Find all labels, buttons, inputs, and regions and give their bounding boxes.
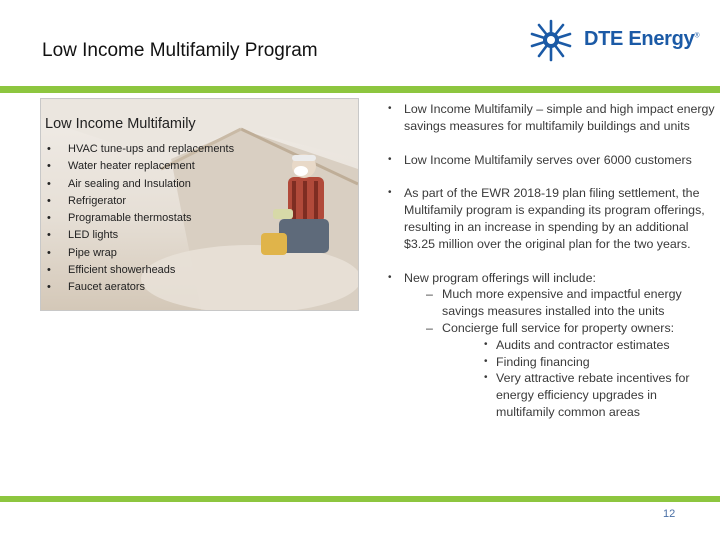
list-item: • Efficient showerheads (47, 262, 234, 279)
list-item: • Very attractive rebate incentives for energy efficiency upgrades in multifamily common areas (442, 370, 716, 420)
bullet-program-summary: • Low Income Multifamily – simple and high impact energy savings measures for multifamily buildings and units (388, 101, 716, 135)
list-item: • Water heater replacement (47, 158, 234, 175)
measures-list (47, 141, 234, 297)
slide-title: Low Income Multifamily Program (42, 40, 318, 61)
bullet-new-offerings (388, 270, 716, 421)
list-item: • Programable thermostats (47, 210, 234, 227)
list-item: • HVAC tune-ups and replacements (47, 141, 234, 158)
panel-heading: Low Income Multifamily (45, 116, 196, 132)
list-item: • Pipe wrap (47, 245, 234, 262)
list-item: • LED lights (47, 227, 234, 244)
concierge-sublist (442, 337, 716, 421)
offerings-sublist (404, 286, 716, 420)
offerings-intro: New program offerings will include: (404, 270, 596, 285)
left-panel (40, 98, 359, 311)
offering-concierge: – Concierge full service for property owners: • Audits and contractor estimates • Finding financing • Very attractive rebate incentives for energy efficiency upgrades in multifamily common areas (404, 320, 716, 421)
list-item: • Finding financing (442, 354, 716, 371)
bullet-ewr-settlement: • As part of the EWR 2018-19 plan filing settlement, the Multifamily program is expanding its program offerings, resulting in an increase in spending by an additional $3.25 million over the original plan for the two years. (388, 185, 716, 252)
list-item: • Air sealing and Insulation (47, 176, 234, 193)
page-number: 12 (663, 508, 676, 520)
logo-wordmark: DTE Energy® (584, 28, 700, 50)
bullet-customers-served: • Low Income Multifamily serves over 6000 customers (388, 152, 716, 169)
dte-energy-logo-icon (526, 18, 576, 66)
list-item: • Audits and contractor estimates (442, 337, 716, 354)
company-logo (526, 18, 716, 66)
offering-measures: – Much more expensive and impactful energy savings measures installed into the units (404, 286, 716, 320)
top-accent-bar (0, 86, 720, 93)
bottom-accent-bar (0, 496, 720, 502)
right-content (388, 101, 716, 438)
list-item: • Refrigerator (47, 193, 234, 210)
list-item: • Faucet aerators (47, 279, 234, 296)
